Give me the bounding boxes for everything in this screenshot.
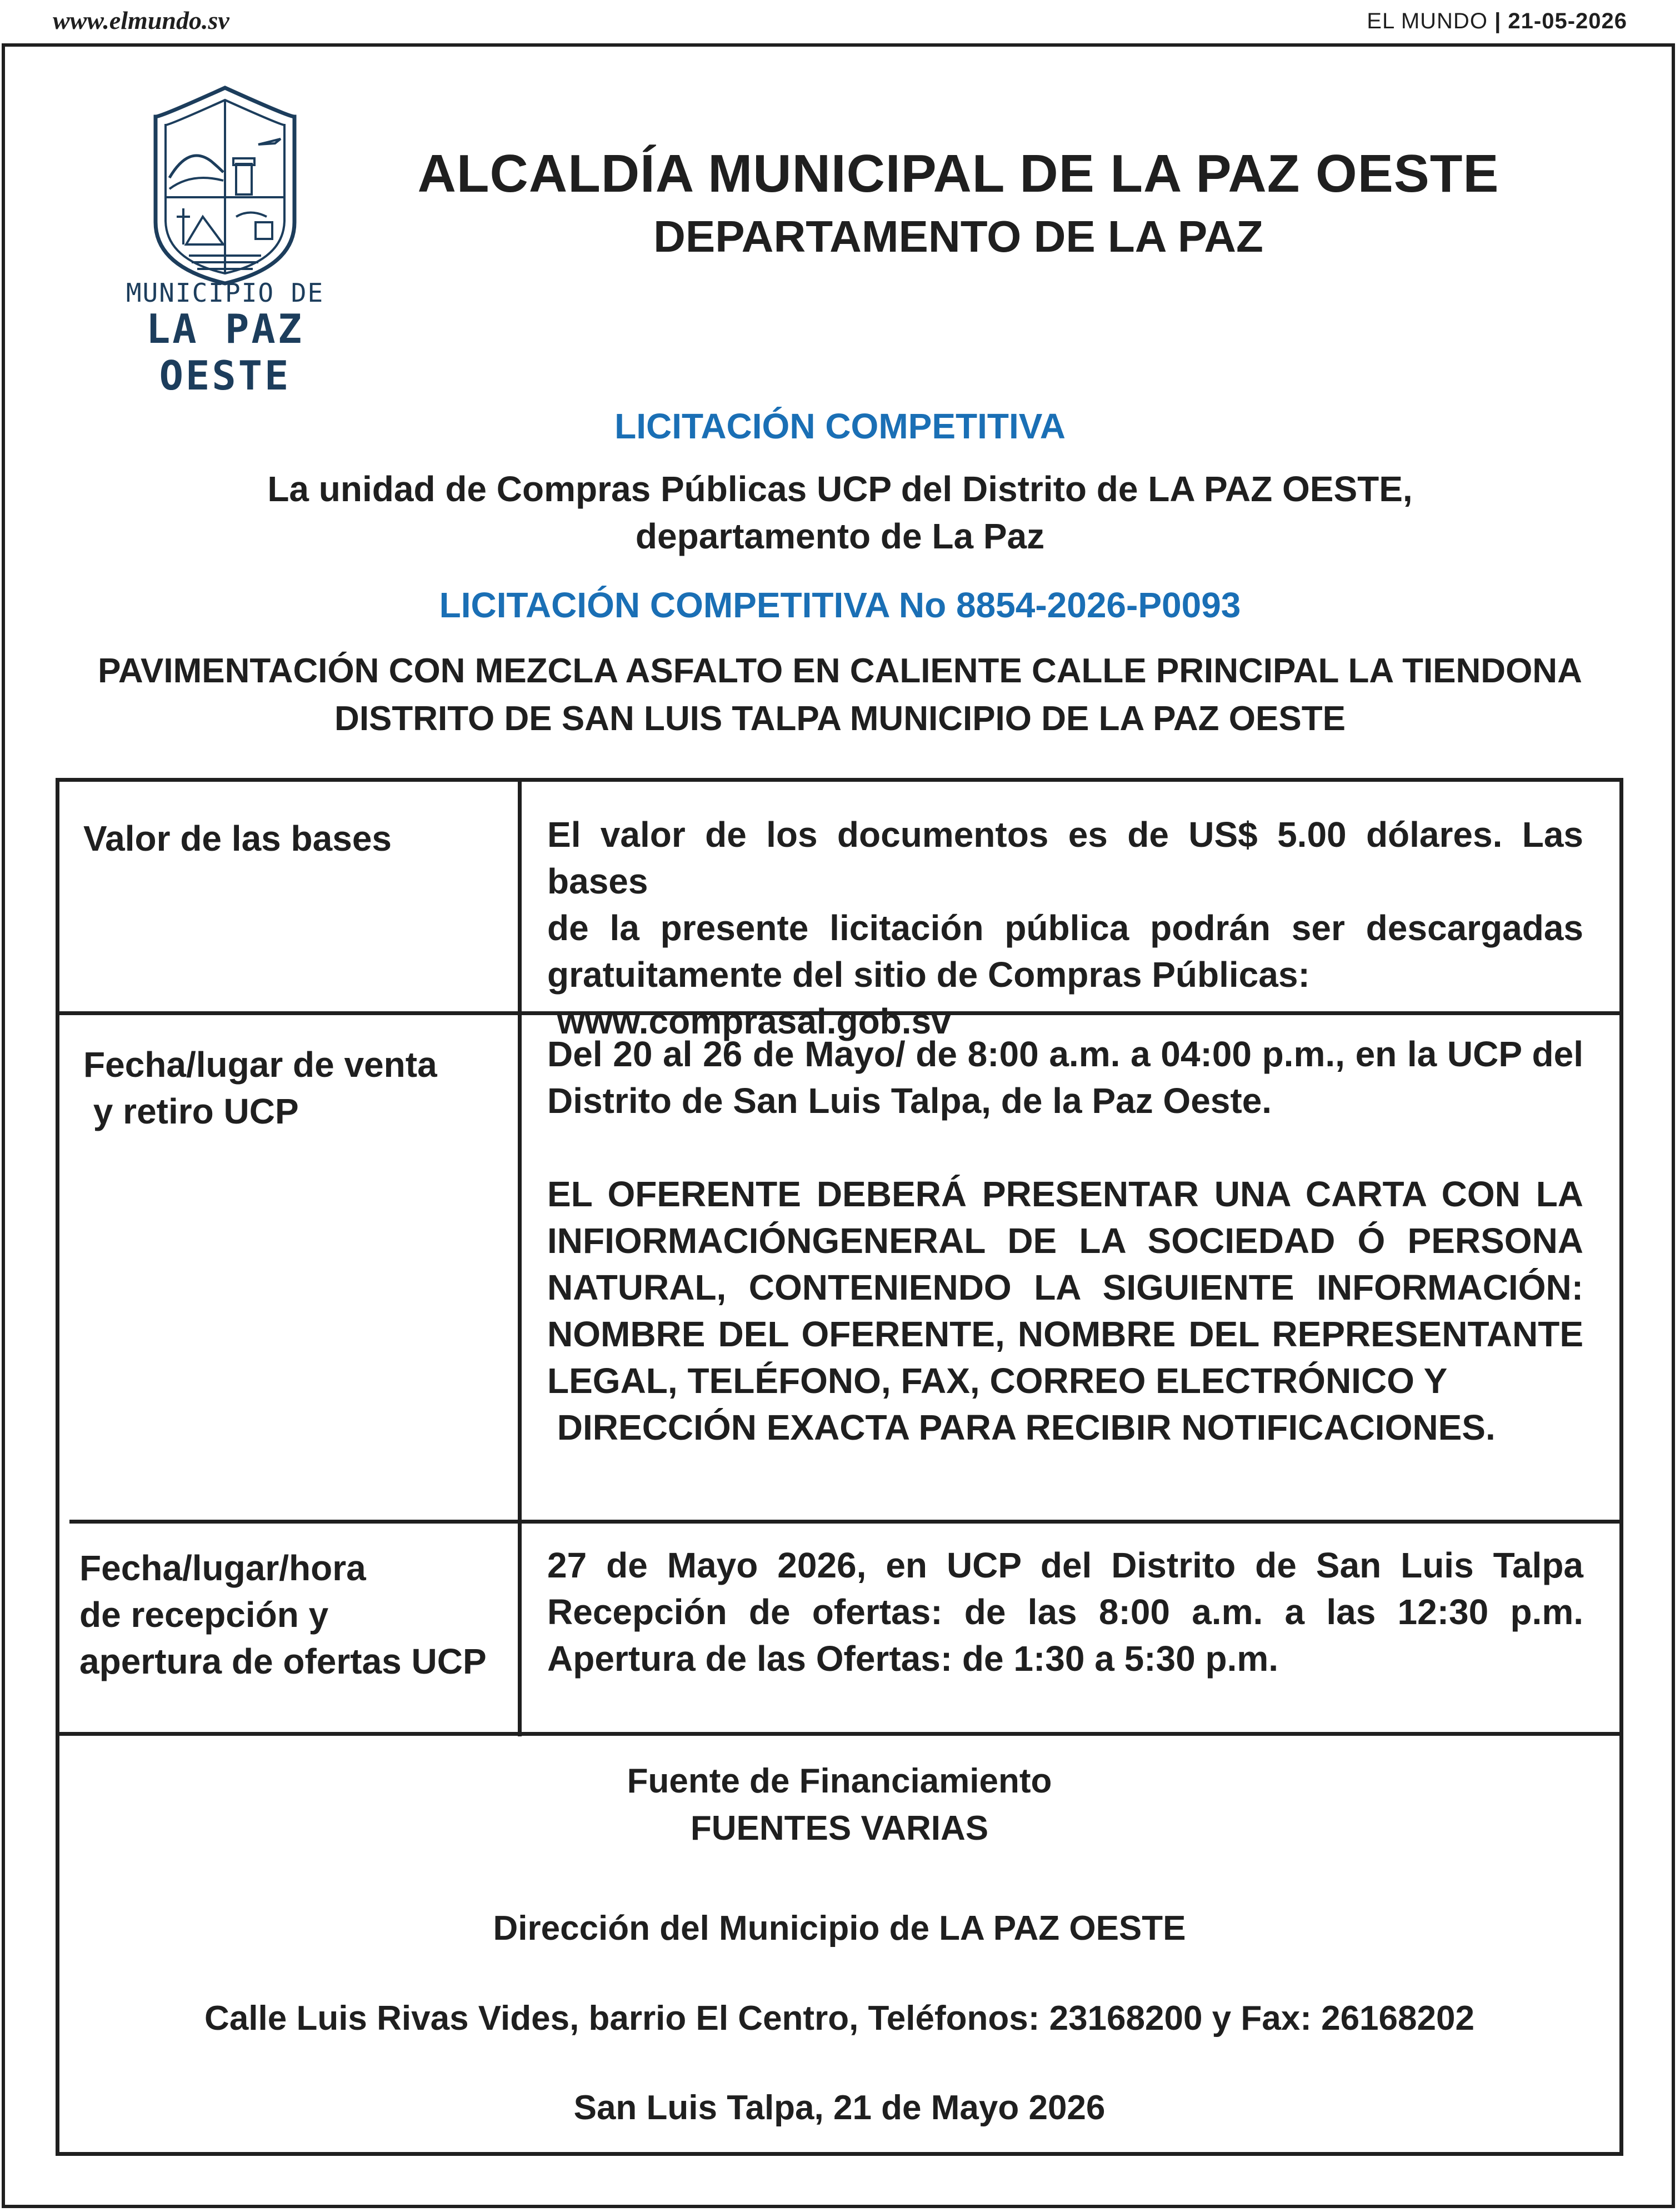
table-cell-line: apertura de ofertas UCP [79, 1641, 487, 1681]
separator: | [1494, 9, 1502, 33]
row-value-venta [547, 1031, 1583, 1451]
notice-number: LICITACIÓN COMPETITIVA No 8854-2026-P0093 [439, 585, 1241, 625]
logo-line2: LA PAZ OESTE [146, 306, 304, 399]
unit-line-1: La unidad de Compras Públicas UCP del Distrito de LA PAZ OESTE, [267, 469, 1413, 509]
table-cell-line: INFIORMACIÓNGENERAL DE LA SOCIEDAD Ó PERSONA [547, 1221, 1583, 1261]
table-cell-line: LEGAL, TELÉFONO, FAX, CORREO ELECTRÓNICO Y [547, 1361, 1448, 1401]
logo-line1: MUNICIPIO DE [126, 278, 324, 308]
row-label-venta [83, 1041, 506, 1135]
table-cell-line: gratuitamente del sitio de Compras Públicas: [547, 955, 1310, 995]
issue-date: 21-05-2026 [1508, 9, 1627, 33]
project-line-1: PAVIMENTACIÓN CON MEZCLA ASFALTO EN CALIENTE CALLE PRINCIPAL LA TIENDONA [98, 652, 1582, 690]
row-label-bases: Valor de las bases [83, 818, 392, 858]
paper-name: EL MUNDO [1367, 9, 1488, 33]
table-cell-line: NATURAL, CONTENIENDO LA SIGUIENTE INFORMACIÓN: [547, 1267, 1583, 1307]
table-cell-line: de recepción y [79, 1595, 329, 1635]
unit-line-2: departamento de La Paz [635, 516, 1045, 556]
table-cell-line: y retiro UCP [83, 1091, 299, 1131]
site-url[interactable]: www.elmundo.sv [53, 6, 229, 34]
table-cell-line: Recepción de ofertas: de las 8:00 a.m. a las 12:30 p.m. [547, 1592, 1583, 1632]
project-line-2: DISTRITO DE SAN LUIS TALPA MUNICIPIO DE LA PAZ OESTE [334, 700, 1346, 738]
place-date: San Luis Talpa, 21 de Mayo 2026 [573, 2089, 1106, 2127]
page-title: ALCALDÍA MUNICIPAL DE LA PAZ OESTE [417, 144, 1499, 203]
table-cell-line: NOMBRE DEL OFERENTE, NOMBRE DEL REPRESENTANTE [547, 1314, 1583, 1354]
table-row-divider [69, 1520, 1623, 1524]
page-subtitle: DEPARTAMENTO DE LA PAZ [653, 212, 1263, 261]
table-row-divider [56, 1732, 1623, 1736]
municipality-direction: Dirección del Municipio de LA PAZ OESTE [493, 1909, 1186, 1948]
funding-value: FUENTES VARIAS [690, 1809, 989, 1848]
table-cell-line: EL OFERENTE DEBERÁ PRESENTAR UNA CARTA CON LA [547, 1174, 1583, 1214]
funding-label: Fuente de Financiamiento [627, 1762, 1052, 1800]
table-cell-line: El valor de los documentos es de US$ 5.00 dólares. Las bases [547, 815, 1583, 901]
table-cell-line: de la presente licitación pública podrán ser descargadas [547, 908, 1583, 948]
table-cell-line: DIRECCIÓN EXACTA PARA RECIBIR NOTIFICACIONES. [547, 1407, 1496, 1447]
row-value-recepcion [547, 1542, 1583, 1682]
table-cell-line: Fecha/lugar de venta [83, 1045, 437, 1085]
row-value-bases [547, 811, 1583, 1045]
table-cell-line: Apertura de las Ofertas: de 1:30 a 5:30 p.m. [547, 1639, 1279, 1679]
table-cell-line: Del 20 al 26 de Mayo/ de 8:00 a.m. a 04:00 p.m., en la UCP del [547, 1034, 1583, 1074]
comprasal-link[interactable]: www.comprasal.gob.sv [547, 1001, 951, 1041]
table-column-divider [518, 778, 522, 1736]
notice-type: LICITACIÓN COMPETITIVA [614, 406, 1066, 446]
issue-info [1367, 9, 1627, 34]
table-cell-line: Distrito de San Luis Talpa, de la Paz Oeste. [547, 1081, 1272, 1121]
table-cell-line: 27 de Mayo 2026, en UCP del Distrito de San Luis Talpa [547, 1545, 1583, 1585]
address-line: Calle Luis Rivas Vides, barrio El Centro, Teléfonos: 23168200 y Fax: 26168202 [204, 1999, 1474, 2038]
table-cell-line: Fecha/lugar/hora [79, 1548, 366, 1588]
spacer [547, 1124, 1583, 1171]
row-label-recepcion [79, 1545, 502, 1685]
page-header [0, 0, 1680, 42]
